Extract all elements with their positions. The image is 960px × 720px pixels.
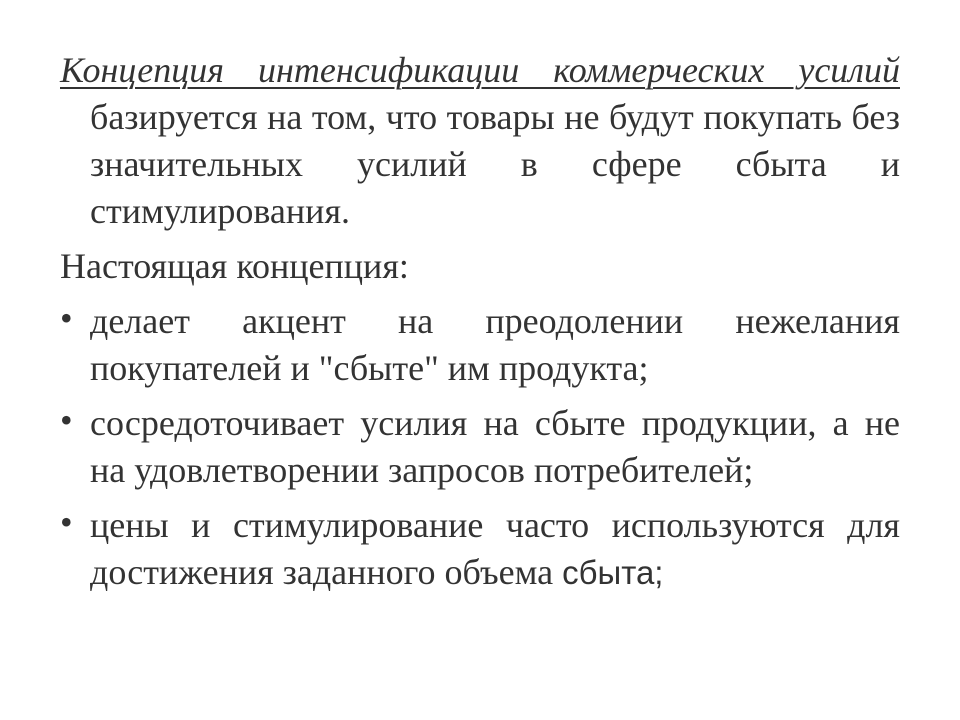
subheading: Настоящая концепция: <box>60 246 409 286</box>
intro-text: базируется на том, что товары не будут покупать без значительных усилий в сфере сбыта и стимулирования. <box>90 97 900 231</box>
bullet-icon: • <box>60 298 73 338</box>
bullet-icon: • <box>60 502 73 542</box>
list-item <box>60 502 900 596</box>
bullet-text-tail: сбыта; <box>562 554 664 591</box>
bullet-text: делает акцент на преодолении нежелания покупателей и "сбыте" им продукта; <box>90 301 900 388</box>
bullet-text: цены и стимулирование часто используются для достижения заданного объема <box>90 505 900 592</box>
bullet-list <box>60 298 900 596</box>
slide-content <box>60 47 900 604</box>
list-item <box>60 298 900 392</box>
bullet-icon: • <box>60 400 73 440</box>
list-item <box>60 400 900 494</box>
intro-paragraph <box>60 47 900 235</box>
bullet-text: сосредоточивает усилия на сбыте продукции, а не на удовлетворении запросов потребителей; <box>90 403 900 490</box>
concept-term: Концепция интенсификации коммерческих усилий <box>60 50 900 90</box>
